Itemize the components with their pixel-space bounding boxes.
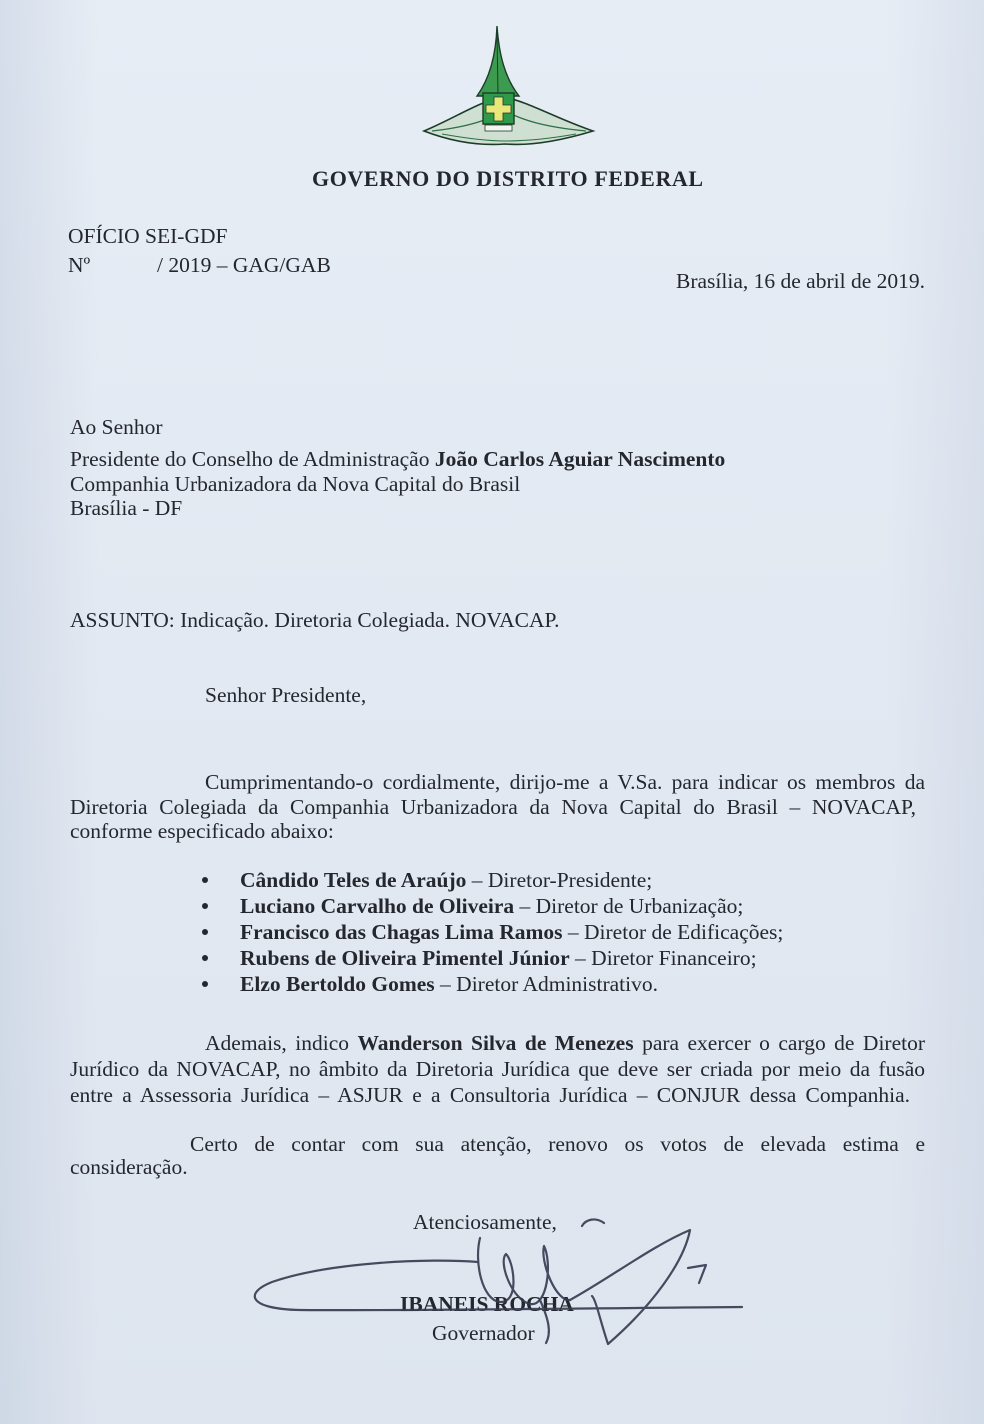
member-role: – Diretor de Edificações; <box>567 920 784 944</box>
member-item <box>240 867 652 893</box>
closing-line: consideração. <box>70 1155 188 1179</box>
legal-line: Jurídico da NOVACAP, no âmbito da Diretoria Jurídica que deve ser criada por meio da fusão <box>70 1057 925 1081</box>
intro-line: Diretoria Colegiada da Companhia Urbanizadora da Nova Capital do Brasil – NOVACAP, <box>70 795 916 819</box>
bullet-icon <box>202 929 208 935</box>
member-role: – Diretor Administrativo. <box>440 972 659 996</box>
member-name: Luciano Carvalho de Oliveira <box>240 894 515 918</box>
greeting: Senhor Presidente, <box>205 683 367 707</box>
gdf-emblem-icon <box>420 24 600 148</box>
letterhead-title: GOVERNO DO DISTRITO FEDERAL <box>312 166 704 191</box>
legal-line: entre a Assessoria Jurídica – ASJUR e a Consultoria Jurídica – CONJUR dessa Companhia. <box>70 1083 910 1107</box>
legal-nominee-name: Wanderson Silva de Menezes <box>357 1031 634 1055</box>
intro-line: conforme especificado abaixo: <box>70 819 334 843</box>
member-item <box>240 919 783 945</box>
bullet-icon <box>202 955 208 961</box>
addressee-role-line <box>70 446 725 472</box>
office-code: OFÍCIO SEI-GDF <box>68 224 228 248</box>
bullet-icon <box>202 981 208 987</box>
legal-rest: para exercer o cargo de Diretor <box>642 1031 925 1055</box>
closing-line: Certo de contar com sua atenção, renovo os votos de elevada estima e <box>190 1132 925 1156</box>
member-role: – Diretor-Presidente; <box>471 868 653 892</box>
member-name: Rubens de Oliveira Pimentel Júnior <box>240 946 570 970</box>
member-role: – Diretor de Urbanização; <box>519 894 744 918</box>
number-value: / 2019 – GAG/GAB <box>157 253 331 277</box>
member-item <box>240 893 743 919</box>
member-name: Cândido Teles de Araújo <box>240 868 467 892</box>
signatory-title: Governador <box>432 1321 535 1345</box>
addressee-name: João Carlos Aguiar Nascimento <box>434 447 726 471</box>
bullet-icon <box>202 903 208 909</box>
subject-line <box>70 607 559 633</box>
handwritten-signature <box>240 1198 760 1358</box>
legal-lead: Ademais, indico <box>205 1031 349 1055</box>
addressee-salutation: Ao Senhor <box>70 415 163 439</box>
legal-line <box>205 1030 925 1056</box>
addressee-company: Companhia Urbanizadora da Nova Capital do Brasil <box>70 472 521 496</box>
addressee-role: Presidente do Conselho de Administração <box>70 447 430 471</box>
addressee-city: Brasília - DF <box>70 496 183 520</box>
subject-label: ASSUNTO: <box>70 608 175 632</box>
subject-text: Indicação. Diretoria Colegiada. NOVACAP. <box>180 608 560 632</box>
member-role: – Diretor Financeiro; <box>575 946 757 970</box>
member-item <box>240 945 757 971</box>
member-item <box>240 971 658 997</box>
signatory-name: IBANEIS ROCHA <box>400 1292 574 1316</box>
member-name: Elzo Bertoldo Gomes <box>240 972 435 996</box>
valediction: Atenciosamente, <box>413 1210 557 1234</box>
number-label: Nº <box>68 253 91 277</box>
member-name: Francisco das Chagas Lima Ramos <box>240 920 563 944</box>
place-date: Brasília, 16 de abril de 2019. <box>676 269 925 293</box>
intro-line: Cumprimentando-o cordialmente, dirijo-me a V.Sa. para indicar os membros da <box>205 770 925 794</box>
bullet-icon <box>202 877 208 883</box>
